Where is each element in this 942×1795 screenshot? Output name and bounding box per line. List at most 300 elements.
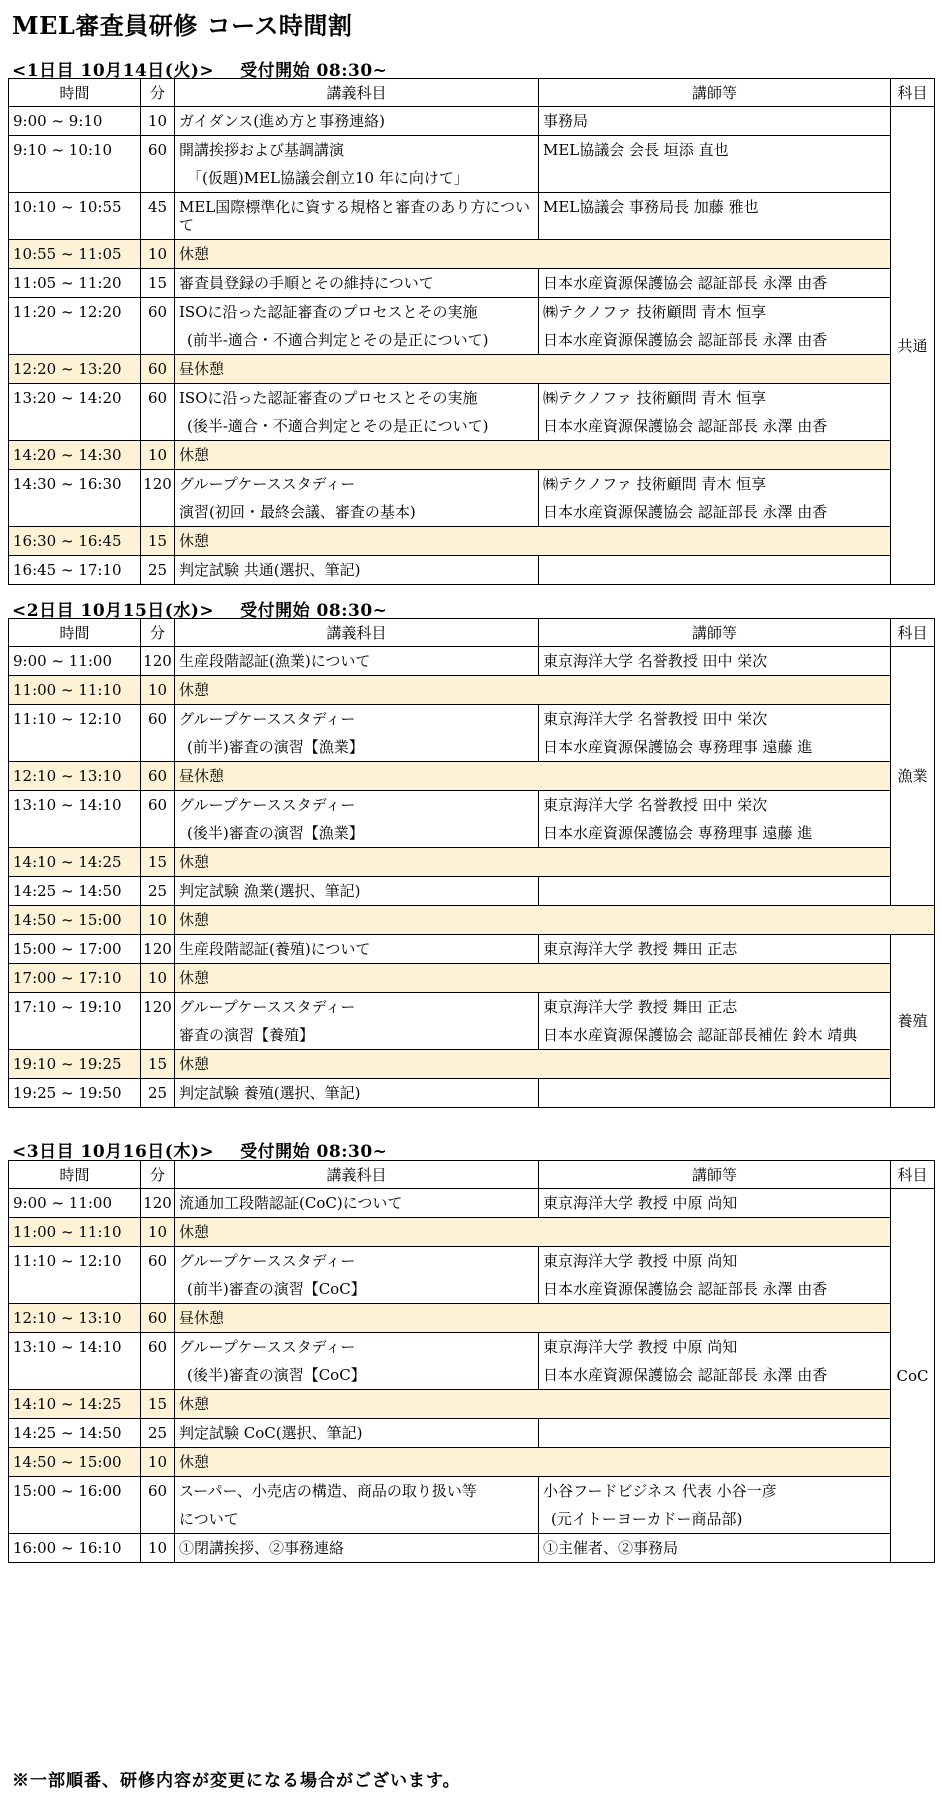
lecture-line: 判定試験 漁業(選択、筆記) — [179, 882, 361, 900]
minutes-cell — [141, 791, 175, 848]
lecture-cell — [175, 676, 891, 705]
subject-header: 科目 — [891, 619, 935, 647]
time-text: 17:00 ~ 17:10 — [13, 969, 122, 987]
time-text: 15:00 ~ 16:00 — [13, 1482, 122, 1500]
instructor-line: 日本水産資源保護協会 認証部長 永澤 由香 — [543, 1280, 828, 1298]
minutes-text: 15 — [147, 853, 168, 871]
time-cell — [9, 1189, 141, 1218]
lecture-cell — [175, 1333, 539, 1390]
time-cell — [9, 556, 141, 585]
time-text: 14:50 ~ 15:00 — [13, 911, 122, 929]
instructor-line: 東京海洋大学 名誉教授 田中 栄次 — [543, 710, 768, 728]
time-text: 13:10 ~ 14:10 — [13, 1338, 122, 1356]
table-row — [9, 877, 935, 906]
minutes-cell — [141, 355, 175, 384]
time-cell — [9, 964, 141, 993]
break-row — [9, 848, 935, 877]
minutes-text: 10 — [147, 911, 168, 929]
time-cell — [9, 1050, 141, 1079]
instructor-line: ㈱テクノファ 技術顧問 青木 恒享 — [543, 389, 767, 407]
time-header: 時間 — [9, 79, 141, 107]
minutes-text: 60 — [147, 1482, 168, 1500]
instructor-line — [543, 1419, 890, 1447]
minutes-cell — [141, 556, 175, 585]
time-cell — [9, 384, 141, 441]
instructor-cell — [539, 791, 891, 848]
time-text: 11:10 ~ 12:10 — [13, 1252, 122, 1270]
time-cell — [9, 906, 141, 935]
instructor-line: ㈱テクノファ 技術顧問 青木 恒享 — [543, 303, 767, 321]
table-row — [9, 107, 935, 136]
minutes-text: 10 — [147, 1539, 168, 1557]
break-row — [9, 1448, 935, 1477]
instructor-line: 東京海洋大学 教授 舞田 正志 — [543, 998, 738, 1016]
instructor-line: 日本水産資源保護協会 専務理事 遠藤 進 — [543, 824, 813, 842]
time-cell — [9, 298, 141, 355]
time-text: 9:00 ~ 11:00 — [13, 1194, 113, 1212]
time-text: 17:10 ~ 19:10 — [13, 998, 122, 1016]
minutes-cell — [141, 676, 175, 705]
minutes-text: 120 — [143, 940, 172, 958]
minutes-cell — [141, 384, 175, 441]
minutes-cell — [141, 298, 175, 355]
instructor-cell — [539, 269, 891, 298]
subject-cell: CoC — [891, 1189, 935, 1563]
break-row — [9, 964, 935, 993]
header-row — [9, 1161, 935, 1189]
break-row — [9, 240, 935, 269]
lecture-line: ①閉講挨拶、②事務連絡 — [179, 1539, 345, 1557]
lecture-line: 「(仮題)MEL協議会創立10 年に向けて」 — [187, 169, 469, 187]
time-cell — [9, 1419, 141, 1448]
time-text: 9:00 ~ 11:00 — [13, 652, 113, 670]
lecture-line: 演習(初回・最終会議、審査の基本) — [179, 503, 416, 521]
lecture-cell — [175, 1079, 539, 1108]
instructor-line: 日本水産資源保護協会 専務理事 遠藤 進 — [543, 738, 813, 756]
time-cell — [9, 1247, 141, 1304]
lecture-line: 休憩 — [179, 911, 210, 929]
minutes-cell — [141, 762, 175, 791]
table-row — [9, 1477, 935, 1534]
header-row — [9, 79, 935, 107]
lecture-cell — [175, 647, 539, 676]
time-text: 14:50 ~ 15:00 — [13, 1453, 122, 1471]
time-text: 11:20 ~ 12:20 — [13, 303, 122, 321]
lecture-cell — [175, 441, 891, 470]
minutes-text: 25 — [147, 561, 168, 579]
lecture-line: (前半-適合・不適合判定とその是正について) — [187, 331, 489, 349]
minutes-text: 60 — [147, 1309, 168, 1327]
time-text: 16:00 ~ 16:10 — [13, 1539, 122, 1557]
break-row — [9, 676, 935, 705]
table-row — [9, 193, 935, 240]
lecture-cell — [175, 877, 539, 906]
instructor-line: 小谷フードビジネス 代表 小谷一彦 — [543, 1482, 777, 1500]
lecture-cell — [175, 848, 891, 877]
time-cell — [9, 1079, 141, 1108]
instructor-line — [543, 556, 890, 584]
instructor-line: 東京海洋大学 教授 中原 尚知 — [543, 1194, 738, 1212]
time-cell — [9, 193, 141, 240]
subject-cell: 漁業 — [891, 647, 935, 906]
time-text: 13:20 ~ 14:20 — [13, 389, 122, 407]
time-text: 14:25 ~ 14:50 — [13, 1424, 122, 1442]
instructor-line — [543, 877, 890, 905]
lecture-cell — [175, 1534, 539, 1563]
minutes-cell — [141, 269, 175, 298]
lecture-line: 休憩 — [179, 532, 210, 550]
minutes-text: 60 — [147, 796, 168, 814]
lecture-line: ISOに沿った認証審査のプロセスとその実施 — [179, 389, 478, 407]
time-text: 12:10 ~ 13:10 — [13, 1309, 122, 1327]
lecture-line: 判定試験 CoC(選択、筆記) — [179, 1424, 363, 1442]
lecture-cell — [175, 1189, 539, 1218]
instructor-line: ㈱テクノファ 技術顧問 青木 恒享 — [543, 475, 767, 493]
time-cell — [9, 848, 141, 877]
lecture-cell — [175, 193, 539, 240]
lecture-cell — [175, 705, 539, 762]
time-text: 11:05 ~ 11:20 — [13, 274, 122, 292]
lecture-cell — [175, 1419, 539, 1448]
instructor-line: 東京海洋大学 教授 舞田 正志 — [543, 940, 738, 958]
minutes-text: 15 — [147, 274, 168, 292]
lecture-line: 昼休憩 — [179, 767, 225, 785]
lecture-cell — [175, 762, 891, 791]
lecture-cell — [175, 791, 539, 848]
lecture-header: 講義科目 — [175, 79, 539, 107]
time-cell — [9, 791, 141, 848]
minutes-cell — [141, 1448, 175, 1477]
lecture-cell — [175, 470, 539, 527]
day2-schedule-table — [8, 618, 935, 1108]
time-cell — [9, 1304, 141, 1333]
minutes-cell — [141, 1390, 175, 1419]
lecture-line: グループケーススタディー — [179, 710, 356, 728]
lecture-line: (後半)審査の演習【CoC】 — [187, 1366, 366, 1384]
instructor-cell — [539, 1534, 891, 1563]
minutes-cell — [141, 848, 175, 877]
time-text: 9:00 ~ 9:10 — [13, 112, 103, 130]
instructor-cell — [539, 298, 891, 355]
lecture-line: 判定試験 共通(選択、筆記) — [179, 561, 361, 579]
lecture-cell — [175, 906, 935, 935]
instructor-cell — [539, 1477, 891, 1534]
time-cell — [9, 527, 141, 556]
break-row — [9, 1390, 935, 1419]
minutes-text: 10 — [147, 969, 168, 987]
time-cell — [9, 1333, 141, 1390]
minutes-text: 10 — [147, 112, 168, 130]
minutes-cell — [141, 935, 175, 964]
minutes-text: 10 — [147, 446, 168, 464]
minutes-cell — [141, 906, 175, 935]
time-text: 12:10 ~ 13:10 — [13, 767, 122, 785]
lecture-cell — [175, 136, 539, 193]
lecture-line: グループケーススタディー — [179, 998, 356, 1016]
break-row — [9, 1050, 935, 1079]
instructor-header: 講師等 — [539, 619, 891, 647]
table-row — [9, 1079, 935, 1108]
instructor-cell — [539, 705, 891, 762]
time-text: 9:10 ~ 10:10 — [13, 141, 113, 159]
lecture-line: 生産段階認証(養殖)について — [179, 940, 371, 958]
subject-header: 科目 — [891, 1161, 935, 1189]
lecture-cell — [175, 1477, 539, 1534]
instructor-line: MEL協議会 会長 垣添 直也 — [543, 141, 729, 159]
day1-reception: 受付開始 08:30~ — [240, 61, 388, 81]
lecture-line: 審査の演習【養殖】 — [179, 1026, 315, 1044]
minutes-text: 60 — [147, 141, 168, 159]
lecture-line: MEL国際標準化に資する規格と審査のあり方について — [179, 198, 530, 234]
time-text: 12:20 ~ 13:20 — [13, 360, 122, 378]
lecture-line: ガイダンス(進め方と事務連絡) — [179, 112, 385, 130]
table-row — [9, 993, 935, 1050]
table-row — [9, 136, 935, 193]
minutes-text: 120 — [143, 652, 172, 670]
table-row — [9, 1247, 935, 1304]
instructor-cell — [539, 1333, 891, 1390]
lecture-line: (前半)審査の演習【漁業】 — [187, 738, 364, 756]
lecture-cell — [175, 240, 891, 269]
instructor-cell — [539, 107, 891, 136]
lecture-line: 開講挨拶および基調講演 — [179, 141, 345, 159]
instructor-cell — [539, 1189, 891, 1218]
minutes-cell — [141, 1050, 175, 1079]
lecture-header: 講義科目 — [175, 619, 539, 647]
lecture-line: 休憩 — [179, 1453, 210, 1471]
time-text: 11:00 ~ 11:10 — [13, 681, 122, 699]
minutes-header: 分 — [141, 79, 175, 107]
minutes-text: 25 — [147, 1084, 168, 1102]
time-cell — [9, 240, 141, 269]
instructor-line: 日本水産資源保護協会 認証部長補佐 鈴木 靖典 — [543, 1026, 858, 1044]
instructor-line: 東京海洋大学 名誉教授 田中 栄次 — [543, 652, 768, 670]
instructor-cell — [539, 1419, 891, 1448]
lecture-line: グループケーススタディー — [179, 475, 356, 493]
instructor-cell — [539, 993, 891, 1050]
lecture-line: 休憩 — [179, 1395, 210, 1413]
day1-label: <1日目 10月14日(火)> — [12, 61, 215, 81]
time-text: 13:10 ~ 14:10 — [13, 796, 122, 814]
instructor-cell — [539, 877, 891, 906]
lecture-line: 休憩 — [179, 1055, 210, 1073]
time-text: 16:30 ~ 16:45 — [13, 532, 122, 550]
minutes-cell — [141, 1189, 175, 1218]
lecture-cell — [175, 269, 539, 298]
time-cell — [9, 676, 141, 705]
lecture-cell — [175, 1390, 891, 1419]
lecture-cell — [175, 298, 539, 355]
lecture-line: グループケーススタディー — [179, 1338, 356, 1356]
lecture-cell — [175, 527, 891, 556]
minutes-cell — [141, 1333, 175, 1390]
minutes-cell — [141, 993, 175, 1050]
minutes-text: 120 — [143, 998, 172, 1016]
lecture-line: 休憩 — [179, 245, 210, 263]
time-text: 10:55 ~ 11:05 — [13, 245, 122, 263]
lecture-line: 休憩 — [179, 1223, 210, 1241]
minutes-text: 60 — [147, 360, 168, 378]
time-cell — [9, 705, 141, 762]
minutes-text: 60 — [147, 1252, 168, 1270]
lecture-line: について — [179, 1510, 239, 1528]
instructor-line: 東京海洋大学 教授 中原 尚知 — [543, 1338, 738, 1356]
break-row — [9, 355, 935, 384]
lecture-line: 生産段階認証(漁業)について — [179, 652, 371, 670]
break-row — [9, 441, 935, 470]
table-row — [9, 1189, 935, 1218]
subject-cell: 共通 — [891, 107, 935, 585]
time-cell — [9, 1448, 141, 1477]
table-row — [9, 647, 935, 676]
instructor-header: 講師等 — [539, 79, 891, 107]
time-cell — [9, 470, 141, 527]
time-text: 14:10 ~ 14:25 — [13, 1395, 122, 1413]
minutes-text: 15 — [147, 1055, 168, 1073]
instructor-line: 日本水産資源保護協会 認証部長 永澤 由香 — [543, 417, 828, 435]
instructor-line — [543, 1079, 890, 1107]
minutes-cell — [141, 877, 175, 906]
time-cell — [9, 1534, 141, 1563]
lecture-line: 昼休憩 — [179, 360, 225, 378]
lecture-cell — [175, 384, 539, 441]
instructor-line: 日本水産資源保護協会 認証部長 永澤 由香 — [543, 274, 828, 292]
minutes-cell — [141, 1419, 175, 1448]
header-row — [9, 619, 935, 647]
day3-header — [12, 1137, 387, 1162]
table-row — [9, 269, 935, 298]
instructor-line: 東京海洋大学 教授 中原 尚知 — [543, 1252, 738, 1270]
time-text: 19:10 ~ 19:25 — [13, 1055, 122, 1073]
time-text: 14:10 ~ 14:25 — [13, 853, 122, 871]
time-header: 時間 — [9, 619, 141, 647]
lecture-line: 休憩 — [179, 853, 210, 871]
minutes-cell — [141, 1304, 175, 1333]
minutes-text: 10 — [147, 681, 168, 699]
time-header: 時間 — [9, 1161, 141, 1189]
minutes-text: 60 — [147, 1338, 168, 1356]
lecture-line: ISOに沿った認証審査のプロセスとその実施 — [179, 303, 478, 321]
subject-cell: 養殖 — [891, 935, 935, 1108]
minutes-cell — [141, 964, 175, 993]
table-row — [9, 791, 935, 848]
minutes-text: 60 — [147, 389, 168, 407]
minutes-cell — [141, 441, 175, 470]
minutes-text: 10 — [147, 245, 168, 263]
break-row — [9, 906, 935, 935]
minutes-text: 120 — [143, 475, 172, 493]
instructor-header: 講師等 — [539, 1161, 891, 1189]
break-row — [9, 527, 935, 556]
instructor-cell — [539, 470, 891, 527]
lecture-cell — [175, 1448, 891, 1477]
minutes-text: 15 — [147, 1395, 168, 1413]
lecture-cell — [175, 107, 539, 136]
table-row — [9, 384, 935, 441]
break-row — [9, 762, 935, 791]
instructor-cell — [539, 384, 891, 441]
lecture-cell — [175, 1304, 891, 1333]
minutes-cell — [141, 107, 175, 136]
day3-reception: 受付開始 08:30~ — [240, 1142, 388, 1162]
subject-header: 科目 — [891, 79, 935, 107]
lecture-cell — [175, 993, 539, 1050]
lecture-line: (後半)審査の演習【漁業】 — [187, 824, 364, 842]
instructor-line: MEL協議会 事務局長 加藤 雅也 — [543, 198, 759, 216]
minutes-cell — [141, 647, 175, 676]
day2-reception: 受付開始 08:30~ — [240, 601, 388, 621]
page-title: MEL審査員研修 コース時間割 — [12, 11, 353, 40]
minutes-cell — [141, 1477, 175, 1534]
lecture-line: (前半)審査の演習【CoC】 — [187, 1280, 366, 1298]
lecture-line: 昼休憩 — [179, 1309, 225, 1327]
minutes-cell — [141, 240, 175, 269]
lecture-cell — [175, 1247, 539, 1304]
minutes-text: 10 — [147, 1453, 168, 1471]
time-cell — [9, 441, 141, 470]
minutes-cell — [141, 1247, 175, 1304]
lecture-cell — [175, 1050, 891, 1079]
lecture-line: 判定試験 養殖(選択、筆記) — [179, 1084, 361, 1102]
time-text: 16:45 ~ 17:10 — [13, 561, 122, 579]
table-row — [9, 1419, 935, 1448]
minutes-header: 分 — [141, 619, 175, 647]
time-text: 10:10 ~ 10:55 — [13, 198, 122, 216]
instructor-line: (元イトーヨーカドー商品部) — [551, 1510, 743, 1528]
instructor-cell — [539, 935, 891, 964]
time-cell — [9, 107, 141, 136]
lecture-header: 講義科目 — [175, 1161, 539, 1189]
minutes-cell — [141, 1079, 175, 1108]
footnote: ※一部順番、研修内容が変更になる場合がございます。 — [12, 1771, 461, 1791]
time-text: 14:25 ~ 14:50 — [13, 882, 122, 900]
day1-schedule-table — [8, 78, 935, 585]
minutes-cell — [141, 470, 175, 527]
instructor-line: 事務局 — [543, 112, 589, 130]
minutes-header: 分 — [141, 1161, 175, 1189]
lecture-line: 休憩 — [179, 681, 210, 699]
lecture-cell — [175, 1218, 891, 1247]
instructor-line: 東京海洋大学 名誉教授 田中 栄次 — [543, 796, 768, 814]
lecture-line: グループケーススタディー — [179, 1252, 356, 1270]
instructor-cell — [539, 136, 891, 193]
table-row — [9, 298, 935, 355]
table-row — [9, 705, 935, 762]
instructor-line: 日本水産資源保護協会 認証部長 永澤 由香 — [543, 331, 828, 349]
minutes-text: 60 — [147, 767, 168, 785]
lecture-cell — [175, 355, 891, 384]
minutes-text: 60 — [147, 303, 168, 321]
lecture-cell — [175, 556, 539, 585]
lecture-line: 審査員登録の手順とその維持について — [179, 274, 434, 292]
lecture-line: 休憩 — [179, 969, 210, 987]
lecture-line: (後半-適合・不適合判定とその是正について) — [187, 417, 489, 435]
instructor-cell — [539, 1079, 891, 1108]
time-cell — [9, 1390, 141, 1419]
time-cell — [9, 993, 141, 1050]
minutes-text: 120 — [143, 1194, 172, 1212]
day3-label: <3日目 10月16日(木)> — [12, 1142, 215, 1162]
instructor-cell — [539, 1247, 891, 1304]
time-cell — [9, 647, 141, 676]
minutes-cell — [141, 705, 175, 762]
table-row — [9, 556, 935, 585]
minutes-cell — [141, 527, 175, 556]
time-cell — [9, 1218, 141, 1247]
time-cell — [9, 136, 141, 193]
lecture-line: 休憩 — [179, 446, 210, 464]
instructor-line: ①主催者、②事務局 — [543, 1539, 679, 1557]
